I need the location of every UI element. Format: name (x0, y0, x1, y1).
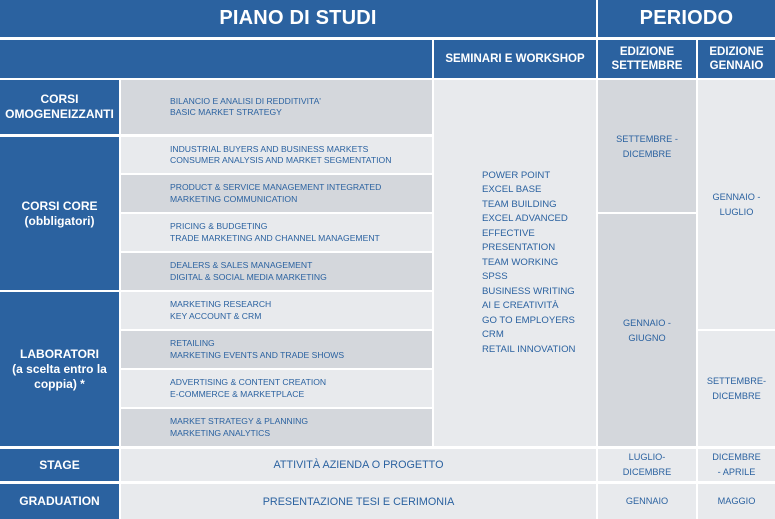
graduation-periodo-settembre (598, 484, 696, 519)
periodo-gennaio-1 (698, 80, 775, 329)
seminari-title: SEMINARI E WORKSHOP (445, 53, 585, 65)
periodo-settembre-1-line2: DICEMBRE (622, 149, 672, 159)
periodo-settembre-2-line2: GIUGNO (628, 333, 666, 343)
course-row-9 (121, 409, 432, 446)
seminario-item: TEAM WORKING (482, 256, 559, 268)
course-7-line1: RETAILING (170, 338, 215, 348)
seminario-item: GO TO EMPLOYERS (482, 314, 575, 326)
course-row-8 (121, 370, 432, 407)
section-omogeneizzanti (0, 80, 119, 134)
course-2-line2: CONSUMER ANALYSIS AND MARKET SEGMENTATION (170, 155, 392, 165)
course-row-3 (121, 175, 432, 212)
edizione-settembre-line2: SETTEMBRE (611, 60, 683, 72)
periodo-settembre-1 (598, 80, 696, 212)
course-5-line2: DIGITAL & SOCIAL MEDIA MARKETING (170, 271, 327, 282)
seminario-item: RETAIL INNOVATION (482, 343, 576, 355)
seminari-list (434, 169, 575, 358)
section-corsi-core (0, 137, 119, 290)
course-row-2 (121, 137, 432, 173)
periodo-header (598, 0, 775, 37)
seminario-item: TEAM BUILDING (482, 198, 557, 210)
seminario-item: PRESENTATION (482, 242, 556, 254)
stage-text: ATTIVITÀ AZIENDA O PROGETTO (273, 459, 444, 471)
course-1-line2: BASIC MARKET STRATEGY (170, 107, 282, 117)
course-4-line1: PRICING & BUDGETING (170, 221, 268, 231)
section-stage-label: STAGE (39, 457, 80, 472)
graduation-settembre-text: GENNAIO (625, 496, 669, 506)
section-core-line2: (obbligatori) (24, 213, 95, 228)
section-core-line1: CORSI CORE (21, 198, 98, 213)
periodo-gennaio-2 (698, 331, 775, 446)
section-graduation-label: GRADUATION (19, 494, 100, 508)
periodo-title: PERIODO (639, 7, 734, 29)
stage-settembre-line1: LUGLIO- (628, 452, 666, 462)
periodo-settembre-1-line1: SETTEMBRE - (616, 134, 678, 144)
seminario-item: POWER POINT (482, 169, 551, 181)
edizione-settembre-header (598, 40, 696, 78)
course-8-line1: ADVERTISING & CONTENT CREATION (170, 377, 327, 387)
section-laboratori (0, 292, 119, 446)
subheader-blank (0, 40, 432, 78)
seminario-item: BUSINESS WRITING (482, 285, 575, 297)
course-row-6 (121, 292, 432, 329)
course-1-line1: BILANCIO E ANALISI DI REDDITIVITA' (170, 95, 321, 106)
section-lab-line2: (a scelta entro la (12, 361, 107, 376)
section-lab-line3: coppia) * (34, 376, 85, 391)
seminario-item: CRM (482, 329, 504, 341)
seminario-item: EXCEL ADVANCED (482, 213, 568, 225)
periodo-gennaio-1-line2: LUGLIO (719, 207, 754, 217)
edizione-gennaio-header (698, 40, 775, 78)
course-5-line1: DEALERS & SALES MANAGEMENT (170, 260, 313, 270)
stage-gennaio-line1: DICEMBRE (712, 452, 761, 462)
stage-periodo-gennaio (698, 449, 775, 481)
stage-description (121, 449, 596, 481)
periodo-settembre-2-line1: GENNAIO - (623, 318, 671, 328)
periodo-gennaio-2-line2: DICEMBRE (712, 391, 761, 401)
course-6-line1: MARKETING RESEARCH (170, 299, 272, 309)
periodo-settembre-2 (598, 214, 696, 446)
course-8-line2: E-COMMERCE & MARKETPLACE (170, 388, 305, 399)
section-stage (0, 449, 119, 481)
seminario-item: SPSS (482, 271, 508, 283)
course-6-line2: KEY ACCOUNT & CRM (170, 310, 262, 321)
stage-gennaio-line2: - APRILE (717, 467, 756, 477)
course-row-1 (121, 80, 432, 134)
seminario-item: AI E CREATIVITÀ (482, 300, 559, 312)
section-graduation (0, 484, 119, 519)
course-7-line2: MARKETING EVENTS AND TRADE SHOWS (170, 349, 345, 360)
seminari-header (434, 40, 596, 78)
seminari-list-cell (434, 80, 596, 446)
course-9-line2: MARKETING ANALYTICS (170, 427, 271, 438)
edizione-gennaio-line2: GENNAIO (709, 60, 764, 72)
stage-settembre-line2: DICEMBRE (622, 467, 672, 477)
course-row-4 (121, 214, 432, 251)
section-omogeneizzanti-line2: OMOGENEIZZANTI (5, 107, 114, 121)
graduation-text: PRESENTAZIONE TESI E CERIMONIA (262, 495, 455, 508)
stage-periodo-settembre (598, 449, 696, 481)
course-3-line1: PRODUCT & SERVICE MANAGEMENT INTEGRATED (170, 182, 382, 192)
section-omogeneizzanti-line1: CORSI (40, 92, 79, 106)
piano-title: PIANO DI STUDI (219, 7, 377, 29)
periodo-gennaio-1-line1: GENNAIO - (712, 192, 761, 202)
edizione-settembre-line1: EDIZIONE (619, 46, 675, 58)
periodo-gennaio-2-line1: SETTEMBRE- (706, 376, 767, 386)
section-lab-line1: LABORATORI (20, 346, 99, 361)
course-4-line2: TRADE MARKETING AND CHANNEL MANAGEMENT (170, 232, 380, 243)
graduation-periodo-gennaio (698, 484, 775, 519)
course-row-7 (121, 331, 432, 368)
seminario-item: EFFECTIVE (482, 227, 535, 239)
edizione-gennaio-line1: EDIZIONE (709, 46, 764, 58)
course-3-line2: MARKETING COMMUNICATION (170, 193, 298, 204)
course-2-line1: INDUSTRIAL BUYERS AND BUSINESS MARKETS (170, 143, 369, 154)
seminario-item: EXCEL BASE (482, 184, 542, 196)
course-row-5 (121, 253, 432, 290)
graduation-description (121, 484, 596, 519)
graduation-gennaio-text: MAGGIO (717, 496, 756, 506)
piano-di-studi-header (0, 0, 596, 37)
course-9-line1: MARKET STRATEGY & PLANNING (170, 416, 309, 426)
